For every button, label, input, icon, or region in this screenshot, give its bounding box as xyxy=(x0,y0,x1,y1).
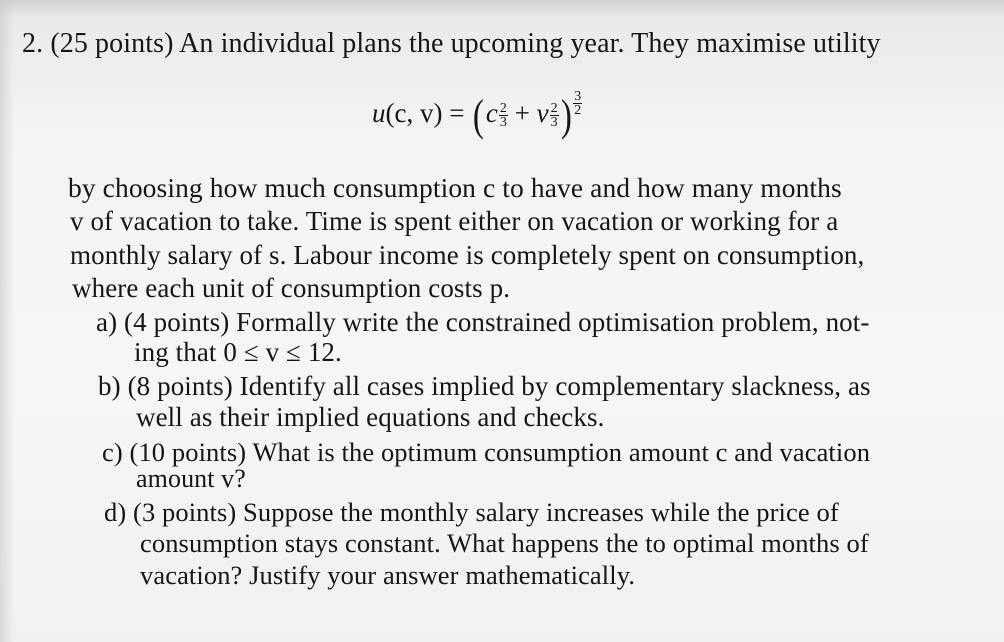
part-b-text-1: (8 points) Identify all cases implied by complementary slackness, as xyxy=(127,371,871,401)
part-b-line-2: well as their implied equations and checks. xyxy=(136,402,605,432)
utility-formula xyxy=(372,90,582,150)
part-c-line-2: amount v? xyxy=(136,464,246,493)
inner-exponent-v xyxy=(550,102,559,129)
part-d-label: d) xyxy=(104,497,127,527)
formula-args: (c, v) xyxy=(385,98,443,128)
question-header xyxy=(22,28,881,60)
body-line-2: v of vacation to take. Time is spent either on vacation or working for a xyxy=(70,206,839,236)
outer-exponent xyxy=(573,90,582,117)
part-a-text-1: (4 points) Formally write the constrained optimisation problem, not- xyxy=(124,307,870,337)
formula-function: u xyxy=(372,98,386,128)
part-c-text-1: (10 points) What is the optimum consumption amount c and vacation xyxy=(129,437,871,467)
part-b-label: b) xyxy=(98,371,121,401)
part-d-line-1 xyxy=(104,496,839,528)
part-c-label: c) xyxy=(102,437,123,467)
body-line-3: monthly salary of s. Labour income is completely spent on consumption, xyxy=(70,240,865,270)
part-b-line-1 xyxy=(98,370,871,402)
exp-den: 3 xyxy=(550,115,558,130)
exp-num: 2 xyxy=(550,101,558,116)
exp-den: 2 xyxy=(574,103,582,118)
part-a-label: a) xyxy=(96,307,118,337)
part-a-line-1 xyxy=(96,306,869,338)
part-d-text-1: (3 points) Suppose the monthly salary increases while the price of xyxy=(133,497,839,527)
open-paren: ( xyxy=(473,91,485,140)
part-d-line-3: vacation? Justify your answer mathematically. xyxy=(140,560,636,590)
question-points: (25 points) xyxy=(50,28,174,59)
formula-plus: + xyxy=(514,98,530,128)
body-line-4: where each unit of consumption costs p. xyxy=(72,273,511,303)
exp-num: 3 xyxy=(574,89,582,104)
part-a-line-2: ing that 0 ≤ v ≤ 12. xyxy=(134,337,342,367)
part-d-line-2: consumption stays constant. What happens the to optimal months of xyxy=(140,528,869,558)
formula-v: v xyxy=(536,98,549,128)
body-line-1: by choosing how much consumption c to have and how many months xyxy=(68,172,842,203)
exp-num: 2 xyxy=(499,101,507,116)
inner-exponent-c xyxy=(499,102,508,129)
formula-c: c xyxy=(485,98,498,128)
question-intro: An individual plans the upcoming year. They maximise utility xyxy=(179,28,881,59)
question-number: 2. xyxy=(22,28,44,59)
formula-equals: = xyxy=(449,98,465,128)
photo-shadow-left xyxy=(0,0,14,642)
exp-den: 3 xyxy=(499,115,507,130)
close-paren: ) xyxy=(560,91,572,140)
photo-shadow-top xyxy=(0,0,1004,18)
